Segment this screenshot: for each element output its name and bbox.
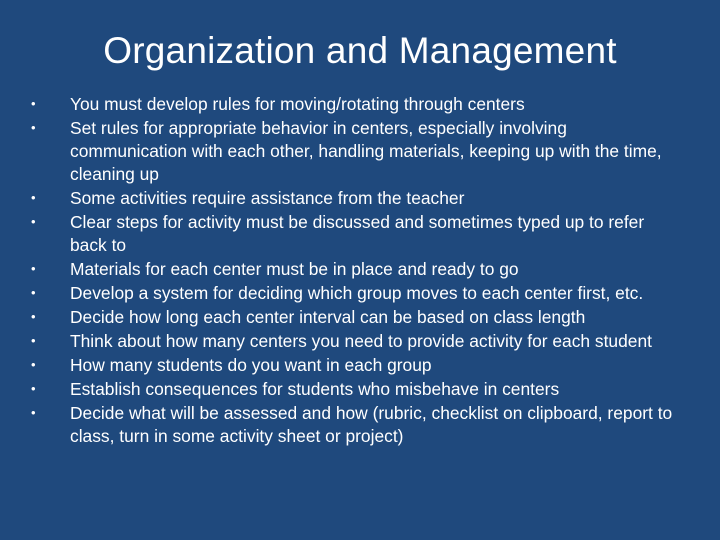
bullet-dot-icon: •: [31, 189, 36, 205]
bullet-text: You must develop rules for moving/rotating through centers: [70, 94, 525, 114]
bullet-item: [28, 354, 678, 377]
bullet-dot-icon: •: [31, 405, 36, 421]
bullet-item: [28, 282, 678, 305]
bullet-item: [28, 258, 678, 281]
bullet-text: Establish consequences for students who misbehave in centers: [70, 379, 560, 400]
bullet-item: [28, 117, 678, 185]
bullet-item: [28, 378, 678, 401]
bullet-dot-icon: •: [31, 120, 36, 136]
bullet-text: Set rules for appropriate behavior in centers, especially involving communication with each other, handling materials, keeping up with the time, cleaning up: [70, 118, 662, 184]
bullet-text: How many students do you want in each group: [70, 355, 432, 376]
bullet-item: [28, 93, 678, 116]
bullet-dot-icon: •: [31, 260, 36, 276]
bullet-item: [28, 402, 678, 448]
bullet-text: Materials for each center must be in place and ready to go: [70, 258, 519, 279]
bullet-dot-icon: •: [31, 308, 36, 324]
bullet-dot-icon: •: [31, 96, 36, 111]
bullet-text: Clear steps for activity must be discussed and sometimes typed up to refer back to: [70, 211, 645, 255]
bullet-list: [28, 93, 678, 449]
bullet-dot-icon: •: [31, 284, 36, 300]
slide-title: Organization and Management: [103, 30, 617, 71]
bullet-text: Some activities require assistance from the teacher: [70, 187, 465, 208]
bullet-text: Think about how many centers you need to provide activity for each student: [70, 331, 652, 352]
bullet-dot-icon: •: [31, 357, 36, 373]
bullet-item: [28, 306, 678, 329]
bullet-item: [28, 330, 678, 353]
bullet-item: [28, 211, 678, 257]
bullet-text: Decide what will be assessed and how (rubric, checklist on clipboard, report to class, turn in some activity sheet or project): [70, 403, 673, 447]
bullet-text: Develop a system for deciding which group moves to each center first, etc.: [70, 282, 644, 303]
bullet-dot-icon: •: [31, 213, 36, 229]
bullet-item: [28, 187, 678, 210]
bullet-text: Decide how long each center interval can be based on class length: [70, 306, 586, 327]
bullet-dot-icon: •: [31, 333, 36, 349]
bullet-dot-icon: •: [31, 381, 36, 397]
